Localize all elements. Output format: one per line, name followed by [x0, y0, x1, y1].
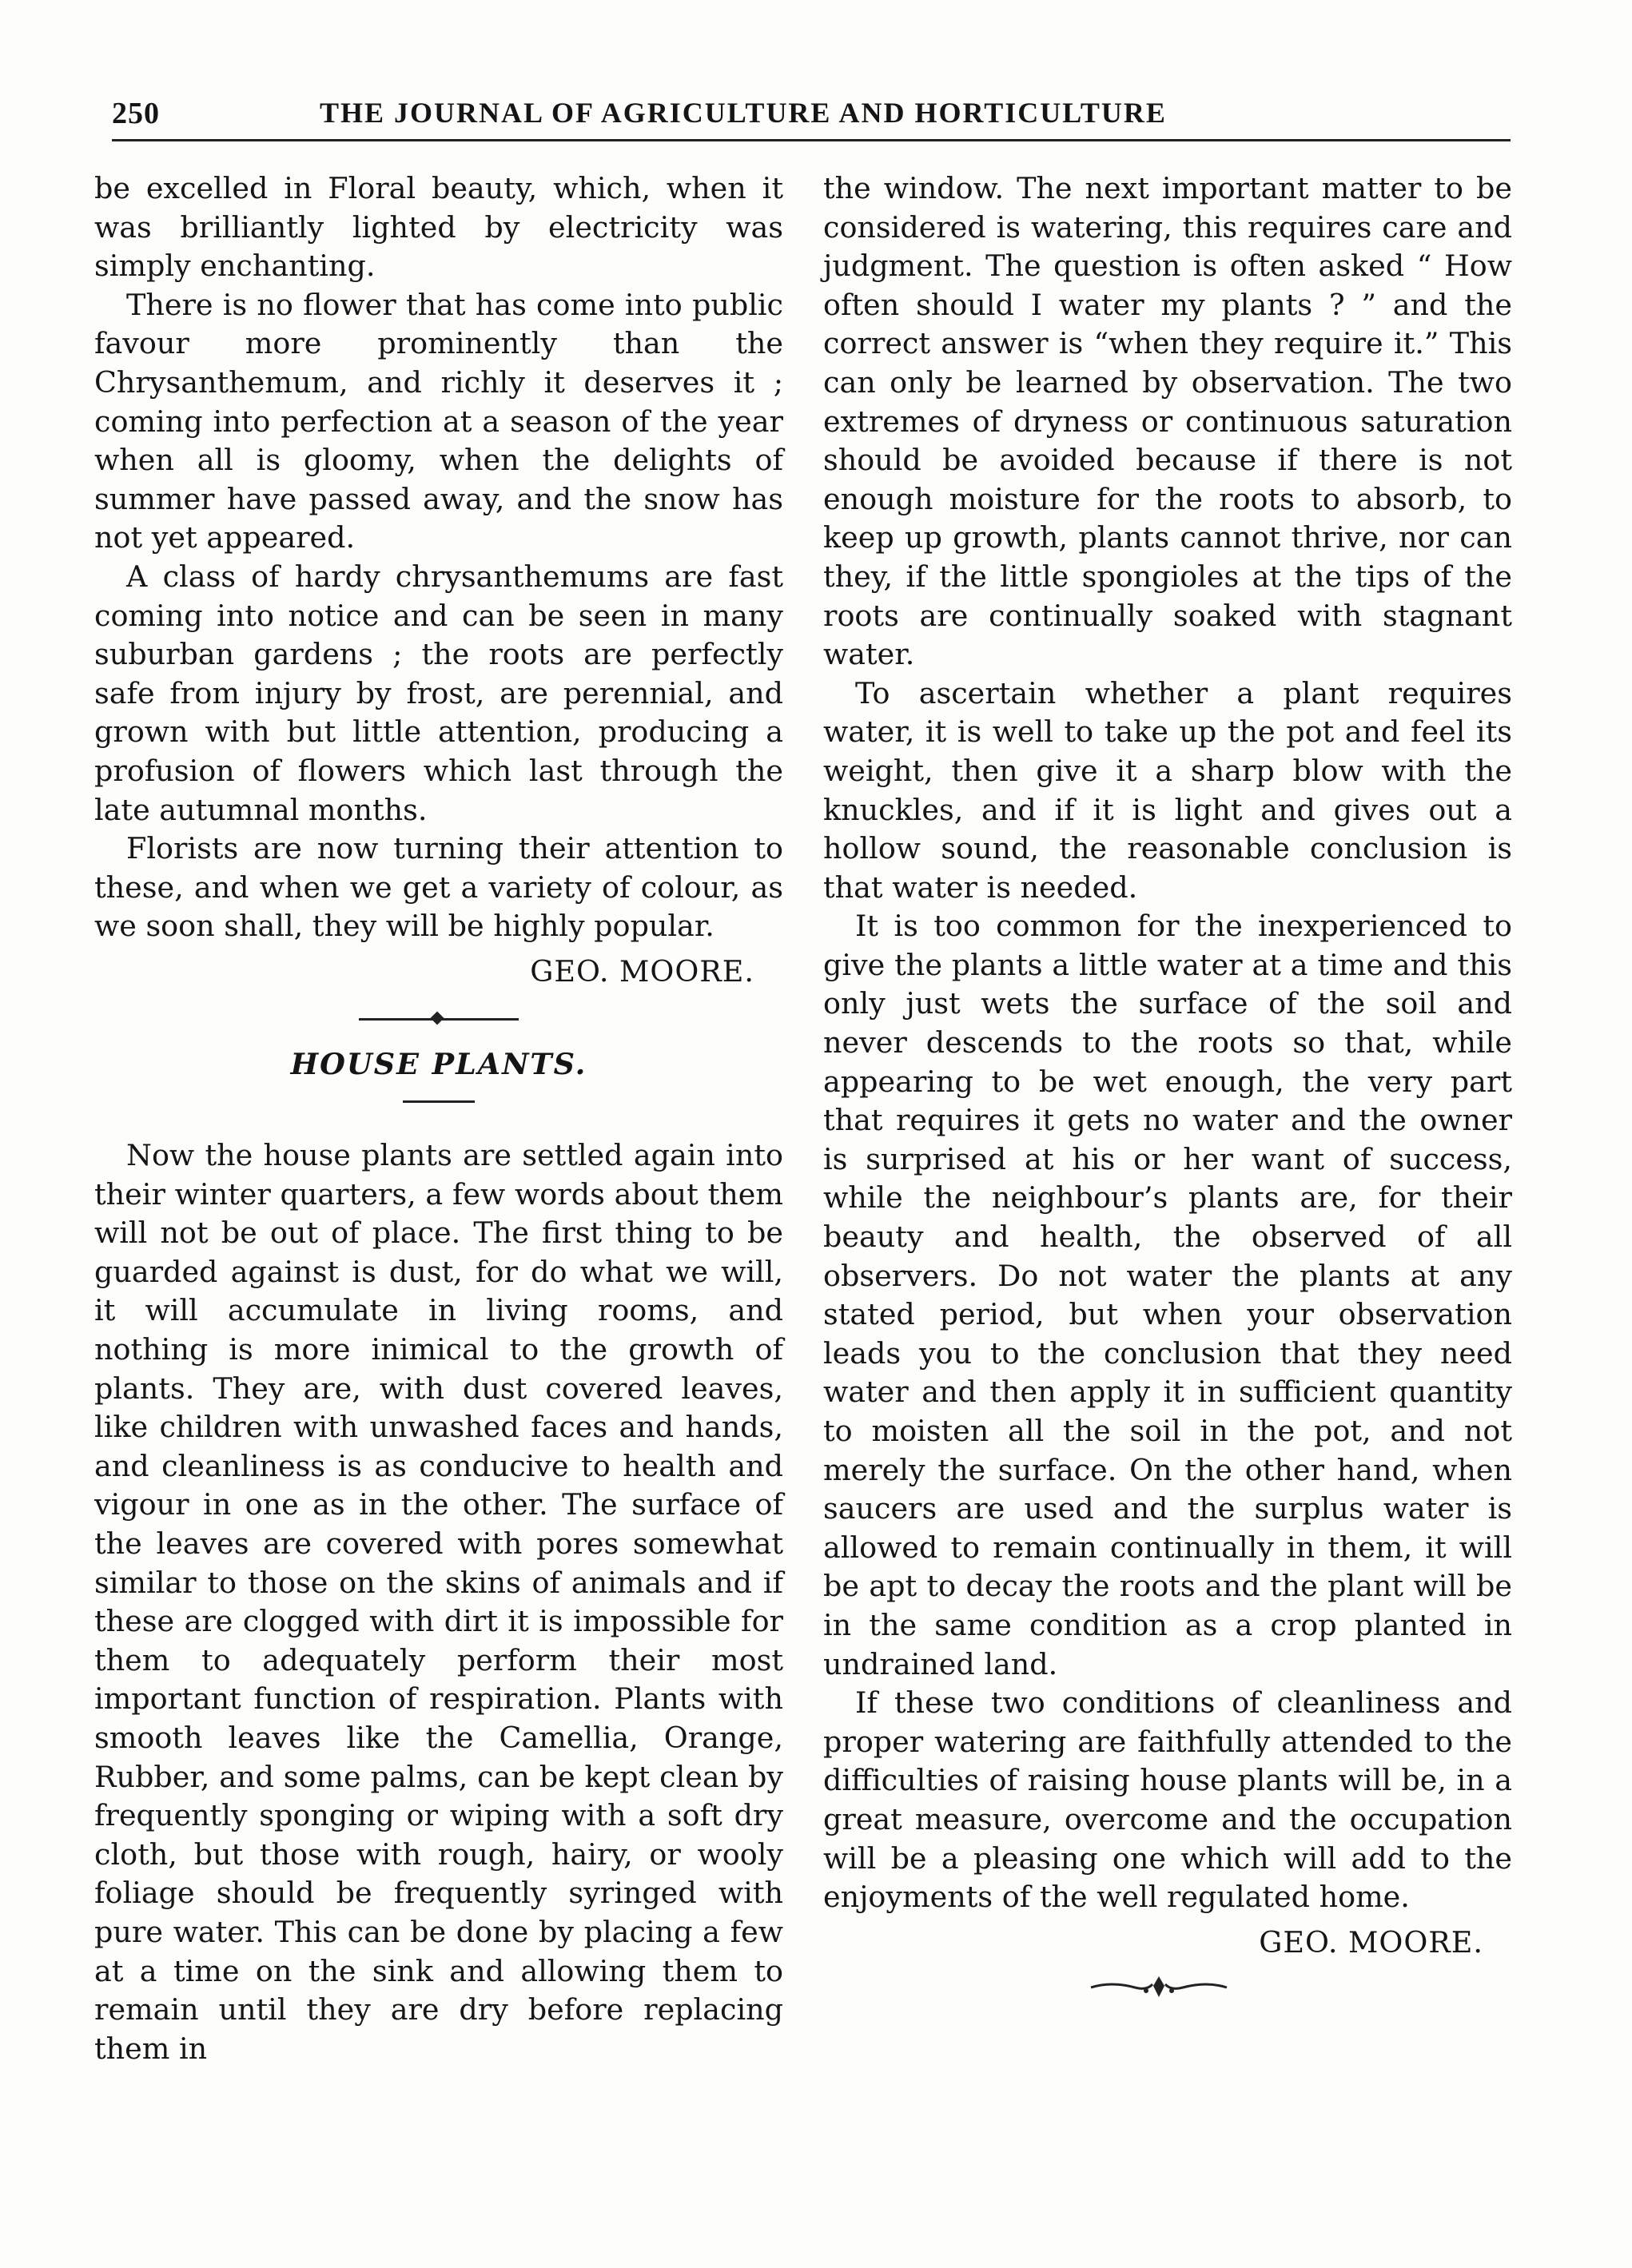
title-rule [403, 1100, 475, 1103]
paragraph: If these two conditions of cleanliness and proper watering are faithfully attended to the difficulties of raising house plants will be, in a great measure, overcome and the occupation will be a pleasing one which will add to the enjoyments of the well regulated home. [823, 1685, 1512, 1915]
author-signature: GEO. MOORE. [1259, 1924, 1483, 1960]
paragraph: the window. The next important matter to be considered is watering, this requires care and judgment. The question is often asked “ How often should I water my plants ? ” and the correct answer is “when they require it.” This can only be learned by observation. The two extremes of dryness or continuous saturation should be avoided because if there is not enough moisture for the roots to absorb, to keep up growth, plants cannot thrive, nor can they, if the little spongioles at the tips of the roots are continually soaked with stagnant water. [823, 171, 1512, 672]
section-divider [359, 1007, 519, 1031]
left-column [94, 169, 783, 2068]
paragraph: Florists are now turning their attention to these, and when we get a variety of colour, as we soon shall, they will be highly popular. [94, 831, 783, 944]
header-rule [112, 139, 1511, 141]
right-column [823, 169, 1512, 2014]
section-title: HOUSE PLANTS. [290, 1047, 587, 1082]
paragraph: To ascertain whether a plant requires water, it is well to take up the pot and feel its weight, then give it a sharp blow with the knuckles, and if it is light and gives out a hollow sound, the reasonable conclusion is that water is needed. [823, 675, 1512, 905]
paragraph: There is no flower that has come into public favour more prominently than the Chrysanthemum, and richly it deserves it ; coming into perfection at a season of the year when all is gloomy, when the delights of summer have passed away, and the snow has not yet appeared. [94, 287, 783, 555]
tailpiece-ornament [1087, 1972, 1231, 2003]
journal-title: THE JOURNAL OF AGRICULTURE AND HORTICULTURE [320, 97, 1167, 129]
paragraph: It is too common for the inexperienced to give the plants a little water at a time and this only just wets the surface of the soil and never descends to the roots so that, while appearing to be wet enough, the very part that requires it gets no water and the owner is surprised at his or her want of success, while the neighbour’s plants are, for their beauty and health, the observed of all observers. Do not water the plants at any stated period, but when your observation leads you to the conclusion that they need water and then apply it in sufficient quantity to moisten all the soil in the pot, and not merely the surface. On the other hand, when saucers are used and the surplus water is allowed to remain continually in them, it will be apt to decay the roots and the plant will be in the same condition as a crop planted in undrained land. [823, 909, 1512, 1681]
paragraph: Now the house plants are settled again into their winter quarters, a few words about them will not be out of place. The first thing to be guarded against is dust, for do what we will, it will accumulate in living rooms, and nothing is more inimical to the growth of plants. They are, with dust covered leaves, like children with unwashed faces and hands, and cleanliness is as conducive to health and vigour in one as in the other. The surface of the leaves are covered with pores somewhat similar to those on the skins of animals and if these are clogged with dirt it is impossible for them to adequately perform their most important function of respiration. Plants with smooth leaves like the Camellia, Orange, Rubber, and some palms, can be kept clean by frequently sponging or wiping with a soft dry cloth, but those with rough, hairy, or wooly foliage should be frequently syringed with pure water. This can be done by placing a few at a time on the sink and allowing them to remain until they are dry before replacing them in [94, 1138, 783, 2066]
author-signature: GEO. MOORE. [530, 953, 754, 989]
paragraph: be excelled in Floral beauty, which, when it was brilliantly lighted by electricity was simply enchanting. [94, 171, 783, 284]
running-head [112, 96, 1511, 152]
paragraph: A class of hardy chrysanthemums are fast coming into notice and can be seen in many suburban gardens ; the roots are perfectly safe from injury by frost, are perennial, and grown with but little attention, producing a profusion of flowers which last through the late autumnal months. [94, 559, 783, 827]
divider-diamond [431, 1012, 444, 1025]
page-number: 250 [112, 97, 160, 130]
